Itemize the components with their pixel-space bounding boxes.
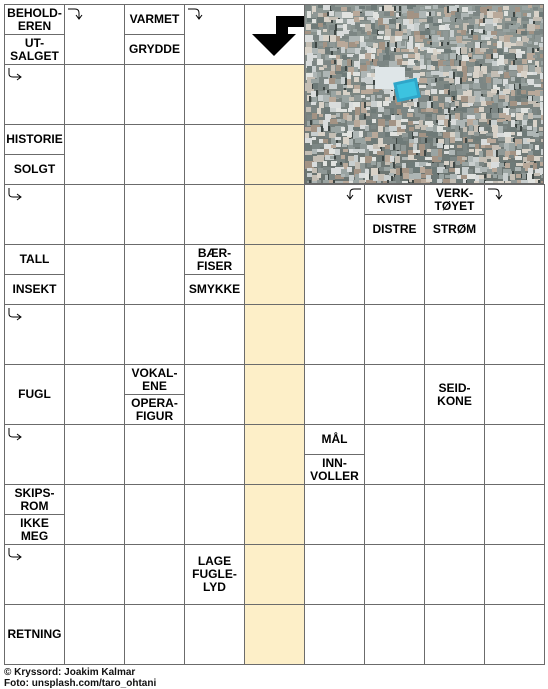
answer-cell[interactable] bbox=[4, 304, 65, 365]
answer-cell[interactable] bbox=[364, 544, 425, 605]
clue-text: VOKAL- ENE bbox=[125, 365, 184, 395]
arrow-down-right-icon bbox=[7, 187, 23, 201]
solution-cell[interactable] bbox=[244, 184, 305, 245]
answer-cell[interactable] bbox=[64, 604, 125, 665]
answer-cell[interactable] bbox=[184, 304, 245, 365]
arrow-down-right-icon bbox=[7, 307, 23, 321]
answer-cell[interactable] bbox=[484, 484, 545, 545]
credit-photo: Foto: unsplash.com/taro_ohtani bbox=[4, 678, 157, 689]
answer-cell[interactable] bbox=[304, 304, 365, 365]
answer-cell[interactable] bbox=[364, 364, 425, 425]
answer-cell[interactable] bbox=[304, 484, 365, 545]
clue-cell bbox=[124, 364, 185, 425]
clue-cell bbox=[424, 364, 485, 425]
crossword-grid bbox=[4, 4, 544, 664]
answer-cell[interactable] bbox=[184, 484, 245, 545]
answer-cell[interactable] bbox=[124, 604, 185, 665]
answer-cell[interactable] bbox=[484, 424, 545, 485]
credits bbox=[4, 667, 156, 689]
answer-cell[interactable] bbox=[64, 424, 125, 485]
clue-text: HISTORIE bbox=[5, 125, 64, 155]
answer-cell[interactable] bbox=[64, 64, 125, 125]
answer-cell[interactable] bbox=[424, 424, 485, 485]
clue-text: MÅL bbox=[305, 425, 364, 455]
arrow-right-down-icon bbox=[187, 7, 203, 21]
clue-text: VARMET bbox=[125, 5, 184, 35]
answer-cell[interactable] bbox=[184, 64, 245, 125]
answer-cell[interactable] bbox=[424, 304, 485, 365]
answer-cell[interactable] bbox=[64, 544, 125, 605]
arrow-right-down-icon bbox=[487, 187, 503, 201]
answer-cell[interactable] bbox=[64, 124, 125, 185]
answer-cell[interactable] bbox=[124, 424, 185, 485]
answer-cell[interactable] bbox=[64, 244, 125, 305]
answer-cell[interactable] bbox=[364, 304, 425, 365]
answer-cell[interactable] bbox=[424, 544, 485, 605]
answer-cell[interactable] bbox=[484, 184, 545, 245]
answer-cell[interactable] bbox=[184, 184, 245, 245]
answer-cell[interactable] bbox=[184, 364, 245, 425]
answer-cell[interactable] bbox=[4, 64, 65, 125]
arrow-down-right-icon bbox=[7, 547, 23, 561]
answer-cell[interactable] bbox=[124, 484, 185, 545]
solution-cell[interactable] bbox=[244, 604, 305, 665]
clue-text: SEID- KONE bbox=[437, 380, 472, 408]
answer-cell[interactable] bbox=[364, 604, 425, 665]
solution-cell[interactable] bbox=[244, 64, 305, 125]
answer-cell[interactable] bbox=[184, 4, 245, 65]
answer-cell[interactable] bbox=[64, 4, 125, 65]
credit-crossword: © Kryssord: Joakim Kalmar bbox=[4, 667, 136, 678]
answer-cell[interactable] bbox=[64, 304, 125, 365]
answer-cell[interactable] bbox=[484, 364, 545, 425]
answer-cell[interactable] bbox=[124, 184, 185, 245]
clue-text: FUGL bbox=[18, 387, 51, 401]
answer-cell[interactable] bbox=[484, 604, 545, 665]
arrow-right-down-icon bbox=[67, 7, 83, 21]
answer-cell[interactable] bbox=[364, 244, 425, 305]
clue-cell bbox=[4, 604, 65, 665]
clue-text: LAGE FUGLE- LYD bbox=[192, 554, 237, 594]
clue-text: UT- SALGET bbox=[10, 35, 59, 63]
clue-cell bbox=[4, 244, 65, 305]
answer-cell[interactable] bbox=[184, 124, 245, 185]
answer-cell[interactable] bbox=[484, 544, 545, 605]
answer-cell[interactable] bbox=[184, 604, 245, 665]
answer-cell[interactable] bbox=[484, 244, 545, 305]
clue-cell bbox=[364, 184, 425, 245]
answer-cell[interactable] bbox=[4, 544, 65, 605]
answer-cell[interactable] bbox=[124, 64, 185, 125]
clue-cell bbox=[184, 244, 245, 305]
clue-text: SKIPS- ROM bbox=[5, 485, 64, 515]
answer-cell[interactable] bbox=[304, 244, 365, 305]
answer-cell[interactable] bbox=[304, 544, 365, 605]
clue-cell bbox=[124, 4, 185, 65]
arrow-down-right-icon bbox=[7, 427, 23, 441]
clue-cell bbox=[4, 4, 65, 65]
solution-cell[interactable] bbox=[244, 484, 305, 545]
answer-cell[interactable] bbox=[424, 604, 485, 665]
clue-text: INN- VOLLER bbox=[310, 455, 359, 483]
clue-cell bbox=[4, 124, 65, 185]
clue-text: TALL bbox=[5, 245, 64, 275]
thick-arrow-down-left-icon bbox=[250, 10, 306, 60]
answer-cell[interactable] bbox=[364, 424, 425, 485]
answer-cell[interactable] bbox=[304, 604, 365, 665]
solution-cell[interactable] bbox=[244, 424, 305, 485]
clue-text: SOLGT bbox=[13, 162, 56, 176]
answer-cell[interactable] bbox=[64, 364, 125, 425]
answer-cell[interactable] bbox=[4, 184, 65, 245]
clue-text: OPERA- FIGUR bbox=[131, 395, 178, 423]
answer-cell[interactable] bbox=[124, 544, 185, 605]
solution-cell[interactable] bbox=[244, 364, 305, 425]
answer-cell[interactable] bbox=[364, 484, 425, 545]
clue-text: INSEKT bbox=[12, 282, 57, 296]
answer-cell[interactable] bbox=[304, 184, 365, 245]
answer-cell[interactable] bbox=[124, 304, 185, 365]
answer-cell[interactable] bbox=[64, 184, 125, 245]
clue-text: SMYKKE bbox=[188, 282, 241, 296]
answer-cell[interactable] bbox=[424, 244, 485, 305]
clue-cell bbox=[4, 484, 65, 545]
clue-text: DISTRE bbox=[372, 222, 417, 236]
answer-cell[interactable] bbox=[124, 124, 185, 185]
clue-text: GRYDDE bbox=[129, 42, 180, 56]
clue-text: RETNING bbox=[7, 627, 62, 641]
clue-text: IKKE MEG bbox=[20, 515, 49, 543]
answer-cell[interactable] bbox=[304, 364, 365, 425]
clue-text: STRØM bbox=[432, 222, 477, 236]
clue-cell bbox=[424, 184, 485, 245]
city-aerial-photo bbox=[304, 4, 544, 184]
answer-cell[interactable] bbox=[184, 424, 245, 485]
clue-text: BÆR- FISER bbox=[185, 245, 244, 275]
answer-cell[interactable] bbox=[124, 244, 185, 305]
clue-text: VERK- TØYET bbox=[425, 185, 484, 215]
arrow-down-right-icon bbox=[7, 67, 23, 81]
answer-cell[interactable] bbox=[424, 484, 485, 545]
solution-cell[interactable] bbox=[244, 244, 305, 305]
clue-cell bbox=[184, 544, 245, 605]
solution-cell[interactable] bbox=[244, 124, 305, 185]
solution-cell[interactable] bbox=[244, 304, 305, 365]
answer-cell[interactable] bbox=[64, 484, 125, 545]
clue-text: BEHOLD- EREN bbox=[5, 5, 64, 35]
clue-text: KVIST bbox=[365, 185, 424, 215]
answer-cell[interactable] bbox=[4, 424, 65, 485]
arrow-left-down-icon bbox=[346, 187, 362, 201]
clue-cell bbox=[4, 364, 65, 425]
answer-cell[interactable] bbox=[484, 304, 545, 365]
clue-cell bbox=[304, 424, 365, 485]
solution-cell[interactable] bbox=[244, 544, 305, 605]
